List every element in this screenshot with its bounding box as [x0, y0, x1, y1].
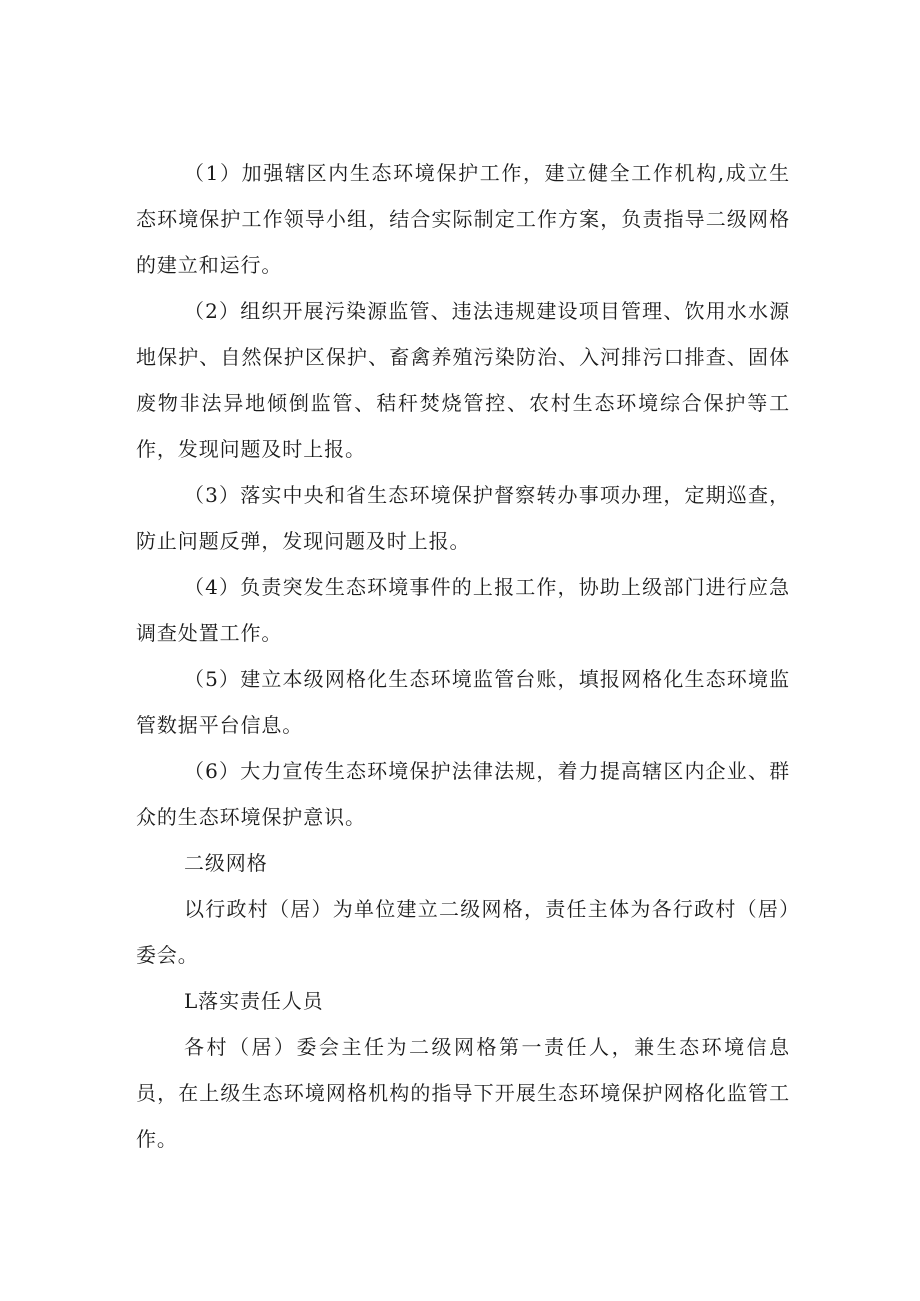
paragraph-item-6: （6）大力宣传生态环境保护法律法规，着力提高辖区内企业、群众的生态环境保护意识。	[136, 759, 790, 829]
paragraph-item-3: （3）落实中央和省生态环境保护督察转办事项办理，定期巡查，防止问题反弹，发现问题及时上报。	[136, 483, 790, 553]
paragraph-item-2: （2）组织开展污染源监管、违法违规建设项目管理、饮用水水源地保护、自然保护区保护、畜禽养殖污染防治、入河排污口排查、固体废物非法异地倾倒监管、秸秆焚烧管控、农村生态环境综合保护等工作，发现问题及时上报。	[136, 299, 790, 461]
subheading-personnel: L落实责任人员	[184, 989, 324, 1013]
paragraph-item-5: （5）建立本级网格化生态环境监管台账，填报网格化生态环境监管数据平台信息。	[136, 667, 790, 737]
paragraph-item-4: （4）负责突发生态环境事件的上报工作，协助上级部门进行应急调查处置工作。	[136, 575, 790, 645]
level2-description: 以行政村（居）为单位建立二级网格，责任主体为各行政村（居）委会。	[136, 897, 790, 967]
document-body	[136, 150, 790, 1162]
section-heading-level2-grid: 二级网格	[184, 851, 268, 875]
personnel-description: 各村（居）委会主任为二级网格第一责任人，兼生态环境信息员，在上级生态环境网格机构的指导下开展生态环境保护网格化监管工作。	[136, 1035, 790, 1151]
paragraph-item-1: （1）加强辖区内生态环境保护工作，建立健全工作机构,成立生态环境保护工作领导小组，结合实际制定工作方案，负责指导二级网格的建立和运行。	[136, 161, 790, 277]
